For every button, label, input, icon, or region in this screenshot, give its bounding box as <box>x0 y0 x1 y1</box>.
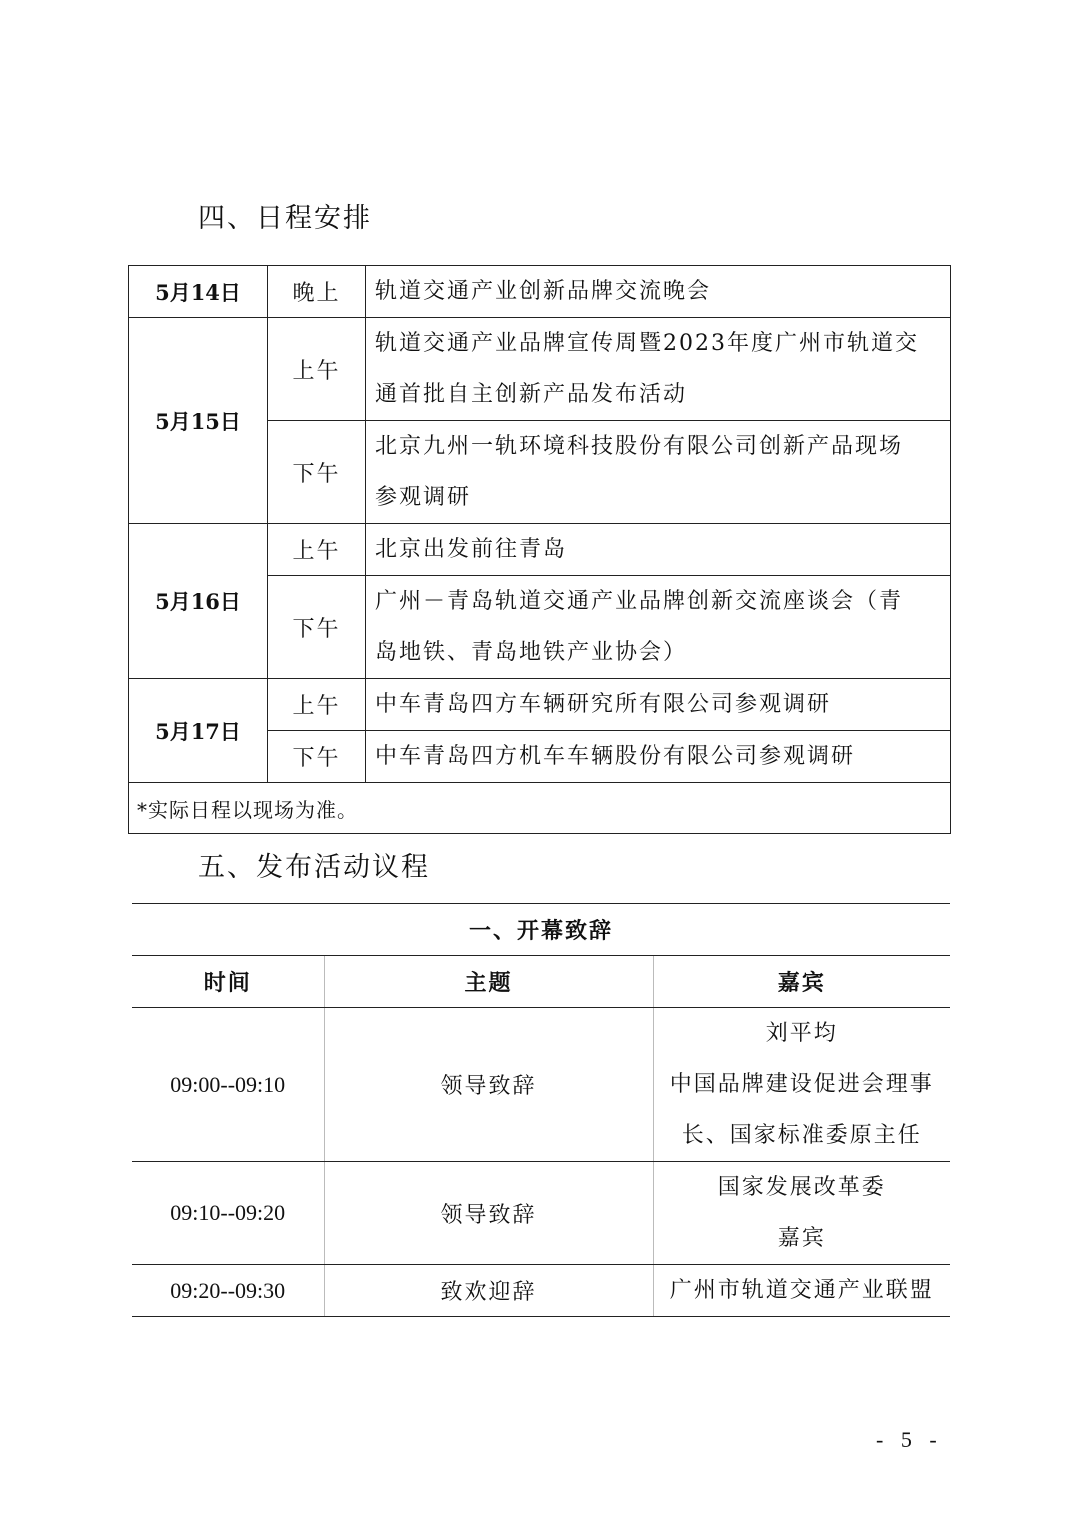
agenda-guest <box>653 1265 950 1317</box>
section-heading-agenda: 五、发布活动议程 <box>198 852 430 883</box>
schedule-slot: 下午 <box>268 731 366 783</box>
table-row <box>132 956 950 1008</box>
schedule-event <box>366 576 951 679</box>
event-line: 广州－青岛轨道交通产业品牌创新交流座谈会（青 <box>375 589 904 614</box>
agenda-time: 09:00--09:10 <box>132 1008 324 1162</box>
schedule-slot: 上午 <box>268 318 366 421</box>
guest-line: 刘平均 <box>765 1021 838 1046</box>
agenda-topic: 领导致辞 <box>324 1008 653 1162</box>
agenda-topic: 领导致辞 <box>324 1162 653 1265</box>
column-header-topic: 主题 <box>324 956 653 1008</box>
column-header-time: 时间 <box>132 956 324 1008</box>
event-line: 中车青岛四方车辆研究所有限公司参观调研 <box>375 692 832 717</box>
agenda-time: 09:10--09:20 <box>132 1162 324 1265</box>
table-row <box>129 679 951 731</box>
schedule-event <box>366 524 951 576</box>
schedule-event <box>366 266 951 318</box>
table-row <box>129 266 951 318</box>
event-line: 中车青岛四方机车车辆股份有限公司参观调研 <box>375 744 856 769</box>
table-row <box>132 1008 950 1162</box>
table-row <box>132 904 950 956</box>
event-line: 岛地铁、青岛地铁产业协会） <box>375 640 688 665</box>
schedule-date: 5月14日 <box>129 266 268 318</box>
page-number: - 5 - <box>876 1427 943 1452</box>
schedule-date: 5月15日 <box>129 318 268 524</box>
event-line: 轨道交通产业创新品牌交流晚会 <box>375 279 712 304</box>
agenda-guest <box>653 1162 950 1265</box>
table-row <box>129 783 951 834</box>
agenda-time: 09:20--09:30 <box>132 1265 324 1317</box>
schedule-slot: 上午 <box>268 679 366 731</box>
event-line: 北京出发前往青岛 <box>375 537 568 562</box>
event-line: 轨道交通产业品牌宣传周暨2023年度广州市轨道交 <box>375 331 919 356</box>
event-line: 参观调研 <box>375 485 472 510</box>
table-row <box>132 1265 950 1317</box>
schedule-event <box>366 731 951 783</box>
schedule-slot: 上午 <box>268 524 366 576</box>
table-row <box>129 524 951 576</box>
agenda-table <box>132 903 950 1317</box>
schedule-note: *实际日程以现场为准。 <box>129 783 951 834</box>
event-line: 北京九州一轨环境科技股份有限公司创新产品现场 <box>375 434 904 459</box>
schedule-slot: 晚上 <box>268 266 366 318</box>
schedule-slot: 下午 <box>268 576 366 679</box>
schedule-slot: 下午 <box>268 421 366 524</box>
guest-line: 国家发展改革委 <box>717 1175 886 1200</box>
agenda-subsection-title: 一、开幕致辞 <box>132 904 950 956</box>
schedule-event <box>366 421 951 524</box>
schedule-date: 5月17日 <box>129 679 268 783</box>
guest-line: 中国品牌建设促进会理事 <box>669 1072 934 1097</box>
schedule-event <box>366 318 951 421</box>
section-heading-schedule: 四、日程安排 <box>198 203 372 234</box>
event-line: 通首批自主创新产品发布活动 <box>375 382 688 407</box>
schedule-table <box>128 265 951 834</box>
table-row <box>132 1162 950 1265</box>
schedule-event <box>366 679 951 731</box>
agenda-guest <box>653 1008 950 1162</box>
column-header-guest: 嘉宾 <box>653 956 950 1008</box>
guest-line: 嘉宾 <box>777 1226 826 1251</box>
schedule-date: 5月16日 <box>129 524 268 679</box>
agenda-topic: 致欢迎辞 <box>324 1265 653 1317</box>
guest-line: 广州市轨道交通产业联盟 <box>669 1278 934 1303</box>
table-row <box>129 318 951 421</box>
guest-line: 长、国家标准委原主任 <box>681 1123 922 1148</box>
